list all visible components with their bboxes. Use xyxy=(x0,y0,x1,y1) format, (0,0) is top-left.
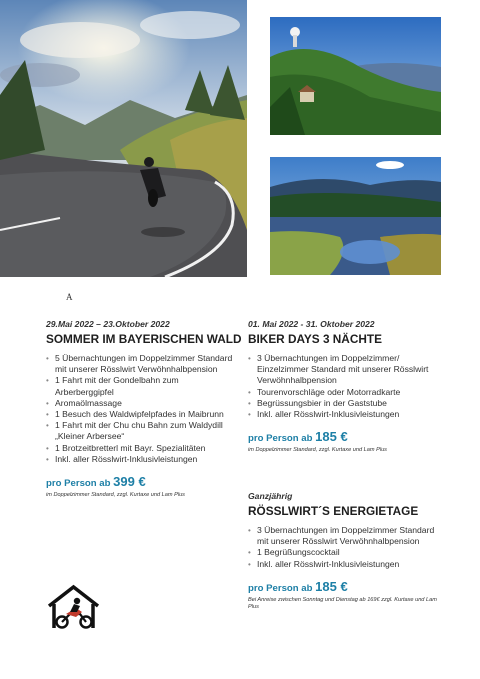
list-item: • 1 Brotzeitbretterl mit Bayr. Spezialitäten xyxy=(46,443,236,454)
offer-title: SOMMER IM BAYERISCHEN WALD xyxy=(46,332,242,346)
stray-letter: A xyxy=(66,292,73,302)
list-item: • Inkl. aller Rösslwirt-Inklusivleistungen xyxy=(248,559,444,570)
offer-energy-days xyxy=(248,491,444,612)
offer-title: BIKER DAYS 3 NÄCHTE xyxy=(248,332,382,346)
offer-dates: 29.Mai 2022 – 23.Oktober 2022 xyxy=(46,319,170,329)
price-amount: 185 € xyxy=(315,578,348,594)
list-item: • 1 Fahrt mit der Chu chu Bahn zum Waldydill „Kleiner Arbersee“ xyxy=(46,420,236,442)
offer-summer-bavarian-forest xyxy=(46,319,242,500)
list-item: • Aromaölmassage xyxy=(46,398,236,409)
offer-dates: 01. Mai 2022 - 31. Oktober 2022 xyxy=(248,319,375,329)
price-prefix: pro Person ab xyxy=(248,582,316,594)
hero-motorcycle-photo xyxy=(0,0,247,277)
price-note: Bei Anreise zwischen Sonntag und Dienstag ab 169€ zzgl. Kurtaxe und Lam Plus xyxy=(248,596,437,611)
motorcycle-house-icon xyxy=(46,584,101,632)
price-note: im Doppelzimmer Standard, zzgl. Kurtaxe und Lam Plus xyxy=(46,492,185,499)
mountain-lake-photo xyxy=(270,157,441,275)
list-item: • Begrüssungsbier in der Gaststube xyxy=(248,398,444,409)
offer-dates: Ganzjährig xyxy=(248,491,293,501)
offer-title: RÖSSLWIRT´S ENERGIETAGE xyxy=(248,504,419,518)
offer-price xyxy=(248,579,444,594)
offer-inclusions-list xyxy=(248,353,444,420)
offer-inclusions-list xyxy=(248,525,444,570)
offer-biker-days xyxy=(248,319,444,455)
price-prefix: pro Person ab xyxy=(46,478,114,490)
list-item: • Tourenvorschläge oder Motorradkarte xyxy=(248,387,444,398)
price-prefix: pro Person ab xyxy=(248,433,316,445)
offer-price xyxy=(46,474,236,489)
list-item: • 1 Fahrt mit der Gondelbahn zum Arberberggipfel xyxy=(46,375,236,397)
list-item: • 1 Begrüßungscocktail xyxy=(248,547,444,558)
list-item: • Inkl. aller Rösslwirt-Inklusivleistungen xyxy=(248,409,444,420)
price-amount: 185 € xyxy=(315,429,348,445)
list-item: • 3 Übernachtungen im Doppelzimmer Standard mit unserer Rösslwirt Verwöhnhalbpension xyxy=(248,525,444,547)
list-item: • 1 Besuch des Waldwipfelpfades in Maibrunn xyxy=(46,409,236,420)
offer-price xyxy=(248,429,444,444)
price-amount: 399 € xyxy=(113,474,146,490)
mountain-summit-photo xyxy=(270,17,441,135)
price-note: im Doppelzimmer Standard, zzgl. Kurtaxe und Lam Plus xyxy=(248,447,387,454)
offer-inclusions-list xyxy=(46,353,236,465)
list-item: • Inkl. aller Rösslwirt-Inklusivleistungen xyxy=(46,454,236,465)
list-item: • 3 Übernachtungen im Doppelzimmer/ Einzelzimmer Standard mit unserer Rösslwirt Verwöhnhalbpension xyxy=(248,353,444,387)
list-item: • 5 Übernachtungen im Doppelzimmer Standard mit unserer Rösslwirt Verwöhnhalbpension xyxy=(46,353,236,375)
